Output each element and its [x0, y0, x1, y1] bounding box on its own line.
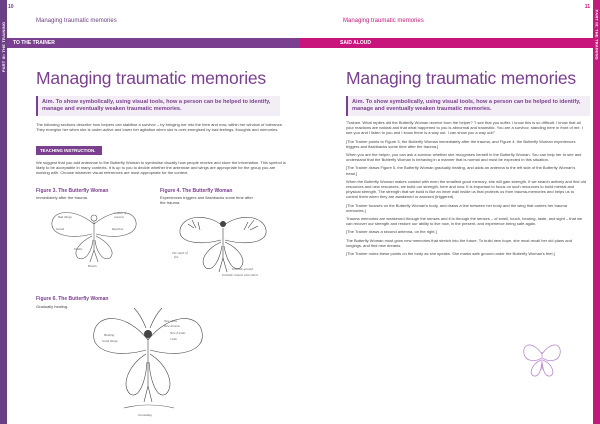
- left-page-title: Managing traumatic memories: [36, 68, 266, 88]
- fig6-note-7: Grounding: [138, 413, 152, 417]
- fig6-note-4: Calm: [170, 337, 177, 341]
- right-page-title: Managing traumatic memories: [346, 68, 576, 88]
- right-side-tab-label: PART III: THE TRAINING: [594, 9, 599, 60]
- right-aim-label: Aim.: [352, 99, 365, 105]
- fig3-note-5: Reaction: [112, 227, 124, 231]
- right-body: [346, 120, 586, 259]
- fig3-note-4: Sound: [56, 227, 64, 231]
- fig6-note-1: New skills: [164, 319, 178, 323]
- left-section-band: TO THE TRAINER: [7, 38, 300, 48]
- right-paragraph-7: Trauma memories are weakened through the senses and it is through the senses – of smell, touch, hearing, taste, and sight – that we can recover our strength and restore our ability to live now, in the present, and experience being safe again.: [346, 216, 583, 227]
- fig4-note-4: Invisible contact with others: [222, 273, 259, 277]
- right-paragraph-3: When you are the helper, you can ask a survivor whether she recognises herself in the Butterfly Woman. You can help her to see and understand that the Butterfly Woman is behaving in a manner that is normal and must be expected in this situation.: [346, 152, 582, 163]
- figure-3-illustration: [44, 204, 144, 268]
- fig6-note-5: Healing: [104, 333, 115, 337]
- right-paragraph-1: 'Trainee. What replies did the Butterfly Woman receive from the helper? "I see that you suffer. I know this is so difficult. I know that all your reactions are natural and that what happened to you is abnormal and traumatic. You are a survivor, standing here in front of me. I see you and I listen to you and I know there is a way out. I can show you a way out!": [346, 120, 583, 136]
- right-paragraph-8: [The Trainer draws a second antenna, on the right.]: [346, 229, 437, 235]
- right-paragraph-4: [The Trainer draws Figure 5, the Butterfly Woman gradually healing, and adds an antenna to the left side of the Butterfly Woman's head.]: [346, 165, 576, 176]
- figure-4-caption: Experiences triggers and flashbacks some time after the trauma.: [160, 195, 253, 205]
- right-paragraph-5: When the Butterfly Woman makes contact with even the smallest good memory, she will gain strength. If we search actively and find old resources and new resources, we build our strength, here and now. It is important to focus on such resources to build mental and physical strength. The strength that we build is like an inner wall inside us that protects us from trauma-memories and helps us to control them when they are awakened or aroused (triggered).: [346, 178, 586, 200]
- left-aim-text: To show symbolically, using visual tools, how a person can be helped to identify, manage and eventually weaken traumatic memories.: [42, 99, 271, 112]
- right-aim-box: [346, 96, 590, 116]
- teaching-instruction-label: TEACHING INSTRUCTION.: [36, 146, 102, 155]
- fig6-note-6: Good things: [102, 339, 118, 343]
- right-page-number: 11: [584, 4, 590, 10]
- left-page-number: 10: [8, 4, 14, 10]
- left-side-tab-label: PART III: THE TRAINING: [1, 21, 6, 72]
- right-paragraph-9: The Butterfly Woman must grow new memories that stretch into the future. To build new hope, she must recall her old plans and longings, and find new dreams.: [346, 237, 572, 248]
- left-aim-box: [36, 96, 280, 116]
- figure-6-title: Figure 6. The Butterfly Woman: [36, 296, 109, 302]
- right-running-head: Managing traumatic memories: [343, 18, 424, 24]
- fig4-note-2: fire: [174, 255, 179, 259]
- fig3-note-3: seasons: [114, 215, 124, 219]
- right-paragraph-6: [The Trainer focuses on the Butterfly Woman's body, and draws a line between her body and the wing that carries her trauma memories.]: [346, 202, 567, 213]
- figure-4-title: Figure 4. The Butterfly Woman: [160, 188, 233, 194]
- fig6-note-3: New friends: [170, 331, 186, 335]
- fig4-note-3: Invisible ground: [232, 267, 253, 271]
- right-section-band: SAID ALOUD: [300, 38, 593, 48]
- fig3-note-2: Colour of: [114, 211, 127, 215]
- left-intro-paragraph: The following sections describe how helpers can stabilise a survivor – by bringing her into the here and now, within her window of tolerance. They energise her when she is under-active and lower her agitation when she is over-energised by bad feelings, thoughts and memories.: [36, 122, 284, 133]
- right-paragraph-10: [The Trainer notes these points on the body as she speaks. She marks safe ground under the Butterfly Woman's feet.]: [346, 251, 555, 257]
- fig3-note-6: Smells: [74, 247, 83, 251]
- fig3-note-7: Breath: [88, 264, 97, 268]
- figure-6-illustration: [84, 306, 212, 418]
- left-side-tab: [0, 0, 7, 424]
- figure-6-caption: Gradually healing.: [36, 304, 69, 309]
- fig3-note-1: Bad things: [58, 215, 72, 219]
- butterfly-icon: [520, 340, 564, 380]
- right-aim-text: To show symbolically, using visual tools, how a person can be helped to identify, manage and eventually weaken traumatic memories.: [352, 99, 581, 112]
- fig4-note-1: The smell of: [172, 251, 188, 255]
- fig6-note-2: New dreams: [164, 324, 180, 328]
- right-side-tab: [593, 0, 600, 424]
- teaching-instruction-text: We suggest that you add antennae to the Butterfly Woman to symbolise visually how people receive and store the information. This symbol is likely to be acceptable in many contexts. It is up to you to decide whether the antennae and wings are appropriate for the group you are working with. Choose whatever visual references are most appropriate for the context.: [36, 160, 286, 176]
- figure-3-caption: Immediately after the trauma.: [36, 195, 89, 200]
- left-running-head: Managing traumatic memories: [36, 18, 117, 24]
- right-paragraph-2: [The Trainer points to Figure 3, the Butterfly Woman immediately after the trauma, and Figure 4, the Butterfly Woman experiences triggers and flashbacks some time after the trauma.]: [346, 138, 576, 149]
- left-aim-label: Aim.: [42, 99, 55, 105]
- figure-4-illustration: [168, 212, 278, 278]
- figure-3-title: Figure 3. The Butterfly Woman: [36, 188, 109, 194]
